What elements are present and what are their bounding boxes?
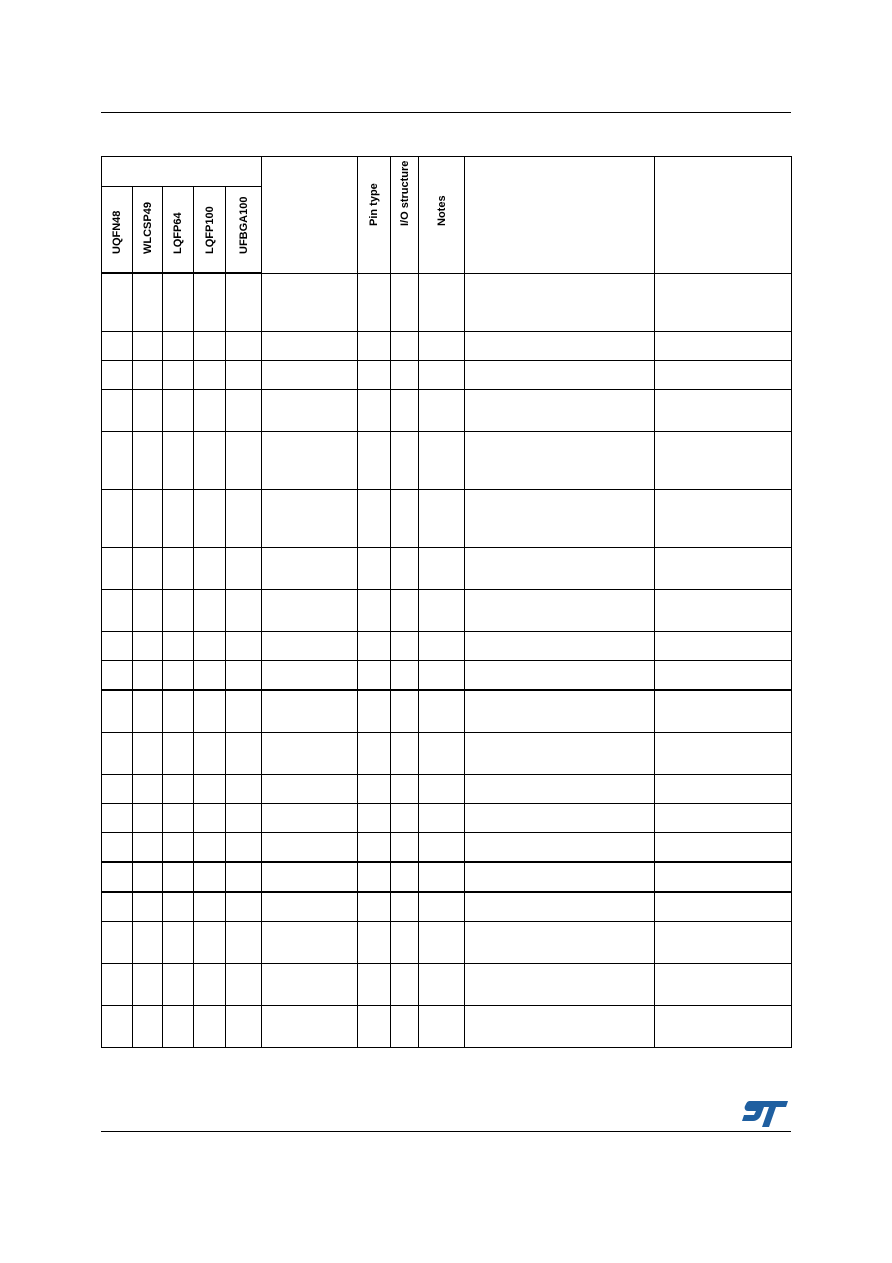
table-cell (655, 833, 792, 863)
table-cell (262, 1006, 358, 1048)
table-cell (358, 548, 391, 590)
table-cell (262, 361, 358, 390)
table-cell (419, 833, 465, 863)
table-cell (226, 892, 262, 922)
table-row (102, 590, 792, 632)
table-cell (226, 661, 262, 691)
table-cell (655, 775, 792, 804)
table-cell (226, 775, 262, 804)
table-cell (102, 361, 133, 390)
table-cell (102, 862, 133, 892)
table-cell (391, 1006, 419, 1048)
table-cell (163, 733, 194, 775)
table-cell (133, 862, 163, 892)
table-cell (465, 548, 655, 590)
table-cell (194, 332, 226, 361)
table-cell (391, 661, 419, 691)
table-cell (163, 922, 194, 964)
table-cell (391, 432, 419, 490)
table-cell (163, 390, 194, 432)
table-cell (226, 964, 262, 1006)
table-cell (655, 661, 792, 691)
table-row (102, 775, 792, 804)
table-cell (163, 892, 194, 922)
table-row (102, 390, 792, 432)
pinout-table (101, 156, 792, 1048)
table-cell (226, 733, 262, 775)
table-cell (655, 964, 792, 1006)
table-cell (655, 892, 792, 922)
table-cell (419, 661, 465, 691)
table-row (102, 862, 792, 892)
table-cell (194, 632, 226, 661)
table-cell (163, 690, 194, 733)
table-cell (391, 548, 419, 590)
table-cell (358, 661, 391, 691)
package-header-lqfp64: LQFP64 (163, 187, 194, 274)
table-cell (262, 390, 358, 432)
table-row (102, 332, 792, 361)
table-cell (465, 922, 655, 964)
table-cell (391, 590, 419, 632)
table-cell (391, 833, 419, 863)
table-row (102, 490, 792, 548)
table-cell (262, 332, 358, 361)
table-cell (419, 775, 465, 804)
table-cell (465, 490, 655, 548)
table-cell (391, 690, 419, 733)
table-cell (262, 548, 358, 590)
footer-rule (101, 1131, 791, 1132)
table-cell (358, 804, 391, 833)
pinout-table-body (102, 273, 792, 1048)
table-row (102, 1006, 792, 1048)
table-cell (465, 390, 655, 432)
table-cell (358, 775, 391, 804)
table-cell (358, 332, 391, 361)
table-cell (194, 1006, 226, 1048)
table-cell (133, 590, 163, 632)
table-cell (194, 361, 226, 390)
table-cell (655, 733, 792, 775)
table-cell (102, 733, 133, 775)
table-cell (465, 690, 655, 733)
table-cell (226, 361, 262, 390)
table-row (102, 632, 792, 661)
table-row (102, 361, 792, 390)
table-cell (226, 1006, 262, 1048)
table-cell (419, 332, 465, 361)
table-cell (655, 361, 792, 390)
table-row (102, 661, 792, 691)
table-cell (262, 833, 358, 863)
table-cell (358, 833, 391, 863)
table-cell (163, 432, 194, 490)
table-cell (655, 490, 792, 548)
table-cell (163, 862, 194, 892)
table-cell (133, 1006, 163, 1048)
table-cell (226, 548, 262, 590)
table-cell (391, 922, 419, 964)
table-cell (102, 964, 133, 1006)
table-cell (655, 332, 792, 361)
table-cell (358, 862, 391, 892)
table-cell (133, 661, 163, 691)
table-cell (102, 332, 133, 361)
table-cell (419, 548, 465, 590)
table-row (102, 432, 792, 490)
table-cell (391, 273, 419, 332)
table-cell (102, 632, 133, 661)
table-cell (262, 964, 358, 1006)
table-cell (133, 361, 163, 390)
table-cell (391, 733, 419, 775)
table-cell (102, 661, 133, 691)
table-cell (419, 273, 465, 332)
table-cell (419, 632, 465, 661)
table-cell (102, 690, 133, 733)
table-cell (655, 922, 792, 964)
table-cell (133, 690, 163, 733)
table-cell (133, 833, 163, 863)
table-cell (655, 804, 792, 833)
table-cell (655, 390, 792, 432)
table-cell (102, 892, 133, 922)
table-cell (391, 804, 419, 833)
table-cell (226, 332, 262, 361)
table-row (102, 804, 792, 833)
table-cell (391, 862, 419, 892)
table-cell (262, 804, 358, 833)
table-cell (102, 273, 133, 332)
table-cell (163, 1006, 194, 1048)
table-row (102, 548, 792, 590)
table-cell (163, 833, 194, 863)
table-cell (226, 273, 262, 332)
table-row (102, 922, 792, 964)
table-cell (655, 690, 792, 733)
table-cell (358, 690, 391, 733)
alternate-functions-header (465, 157, 655, 274)
table-cell (465, 892, 655, 922)
table-cell (391, 775, 419, 804)
table-row (102, 964, 792, 1006)
table-cell (194, 690, 226, 733)
table-cell (102, 548, 133, 590)
table-cell (262, 632, 358, 661)
table-cell (194, 661, 226, 691)
table-cell (419, 964, 465, 1006)
pin-name-header (262, 157, 358, 274)
table-cell (358, 273, 391, 332)
table-cell (133, 390, 163, 432)
table-cell (262, 733, 358, 775)
table-cell (262, 892, 358, 922)
table-cell (133, 733, 163, 775)
table-cell (358, 390, 391, 432)
table-cell (465, 632, 655, 661)
table-cell (358, 1006, 391, 1048)
table-cell (226, 590, 262, 632)
table-cell (465, 273, 655, 332)
table-cell (465, 1006, 655, 1048)
table-cell (655, 1006, 792, 1048)
table-cell (465, 332, 655, 361)
table-cell (194, 590, 226, 632)
table-cell (133, 804, 163, 833)
table-cell (163, 361, 194, 390)
table-cell (194, 833, 226, 863)
table-cell (133, 922, 163, 964)
table-cell (419, 432, 465, 490)
table-cell (262, 432, 358, 490)
table-cell (194, 862, 226, 892)
table-cell (465, 361, 655, 390)
table-cell (465, 775, 655, 804)
table-cell (226, 862, 262, 892)
table-cell (358, 733, 391, 775)
table-cell (419, 361, 465, 390)
table-cell (163, 775, 194, 804)
table-cell (419, 590, 465, 632)
table-cell (102, 590, 133, 632)
table-cell (226, 390, 262, 432)
table-cell (194, 964, 226, 1006)
table-cell (163, 548, 194, 590)
table-cell (391, 964, 419, 1006)
table-cell (465, 733, 655, 775)
table-cell (655, 273, 792, 332)
table-cell (419, 804, 465, 833)
table-cell (226, 833, 262, 863)
table-cell (419, 690, 465, 733)
table-cell (655, 548, 792, 590)
table-cell (226, 690, 262, 733)
table-cell (358, 361, 391, 390)
package-header-uqfn48: UQFN48 (102, 187, 133, 274)
table-cell (194, 922, 226, 964)
table-cell (163, 661, 194, 691)
table-cell (419, 390, 465, 432)
table-cell (391, 632, 419, 661)
table-cell (163, 632, 194, 661)
table-cell (419, 892, 465, 922)
table-cell (133, 892, 163, 922)
table-cell (391, 892, 419, 922)
table-cell (465, 661, 655, 691)
table-cell (358, 632, 391, 661)
table-row (102, 690, 792, 733)
table-cell (133, 775, 163, 804)
table-cell (358, 432, 391, 490)
io-structure-header: I/O structure (391, 157, 419, 274)
table-cell (163, 332, 194, 361)
table-cell (226, 632, 262, 661)
table-cell (655, 432, 792, 490)
table-cell (133, 548, 163, 590)
table-cell (465, 964, 655, 1006)
package-header-wlcsp49: WLCSP49 (133, 187, 163, 274)
table-cell (262, 490, 358, 548)
table-cell (194, 548, 226, 590)
table-cell (163, 804, 194, 833)
table-cell (133, 964, 163, 1006)
package-header-lqfp100: LQFP100 (194, 187, 226, 274)
table-cell (391, 361, 419, 390)
table-cell (226, 432, 262, 490)
table-cell (465, 432, 655, 490)
table-cell (194, 733, 226, 775)
table-cell (358, 922, 391, 964)
table-cell (194, 892, 226, 922)
table-cell (262, 690, 358, 733)
table-cell (194, 490, 226, 548)
table-cell (358, 892, 391, 922)
table-cell (419, 862, 465, 892)
table-cell (226, 490, 262, 548)
table-cell (102, 490, 133, 548)
table-row (102, 273, 792, 332)
table-row (102, 833, 792, 863)
table-cell (262, 775, 358, 804)
table-cell (262, 273, 358, 332)
table-cell (133, 332, 163, 361)
table-cell (391, 390, 419, 432)
table-cell (465, 862, 655, 892)
table-cell (655, 590, 792, 632)
table-row (102, 733, 792, 775)
table-cell (358, 590, 391, 632)
table-cell (102, 833, 133, 863)
header-rule (101, 112, 791, 113)
table-cell (655, 862, 792, 892)
table-cell (391, 332, 419, 361)
table-cell (194, 390, 226, 432)
notes-header: Notes (419, 157, 465, 274)
table-cell (262, 661, 358, 691)
table-cell (419, 490, 465, 548)
pin-type-header: Pin type (358, 157, 391, 274)
table-cell (163, 964, 194, 1006)
table-cell (194, 804, 226, 833)
table-cell (419, 733, 465, 775)
table-cell (102, 804, 133, 833)
table-cell (465, 833, 655, 863)
table-cell (226, 804, 262, 833)
table-cell (262, 922, 358, 964)
table-cell (163, 273, 194, 332)
table-cell (358, 964, 391, 1006)
table-cell (133, 490, 163, 548)
table-cell (102, 775, 133, 804)
table-cell (391, 490, 419, 548)
table-cell (655, 632, 792, 661)
table-cell (226, 922, 262, 964)
table-row (102, 892, 792, 922)
table-cell (194, 432, 226, 490)
package-header-ufbga100: UFBGA100 (226, 187, 262, 274)
table-cell (194, 775, 226, 804)
table-cell (419, 922, 465, 964)
table-cell (102, 1006, 133, 1048)
st-logo-icon (742, 1101, 788, 1127)
table-cell (163, 590, 194, 632)
additional-functions-header (655, 157, 792, 274)
table-cell (133, 632, 163, 661)
table-cell (262, 590, 358, 632)
table-cell (262, 862, 358, 892)
table-cell (194, 273, 226, 332)
table-cell (163, 490, 194, 548)
table-cell (465, 590, 655, 632)
table-cell (465, 804, 655, 833)
table-cell (133, 432, 163, 490)
pin-number-group-header (102, 157, 262, 187)
table-cell (102, 390, 133, 432)
table-cell (419, 1006, 465, 1048)
table-cell (358, 490, 391, 548)
table-cell (133, 273, 163, 332)
table-cell (102, 922, 133, 964)
table-cell (102, 432, 133, 490)
